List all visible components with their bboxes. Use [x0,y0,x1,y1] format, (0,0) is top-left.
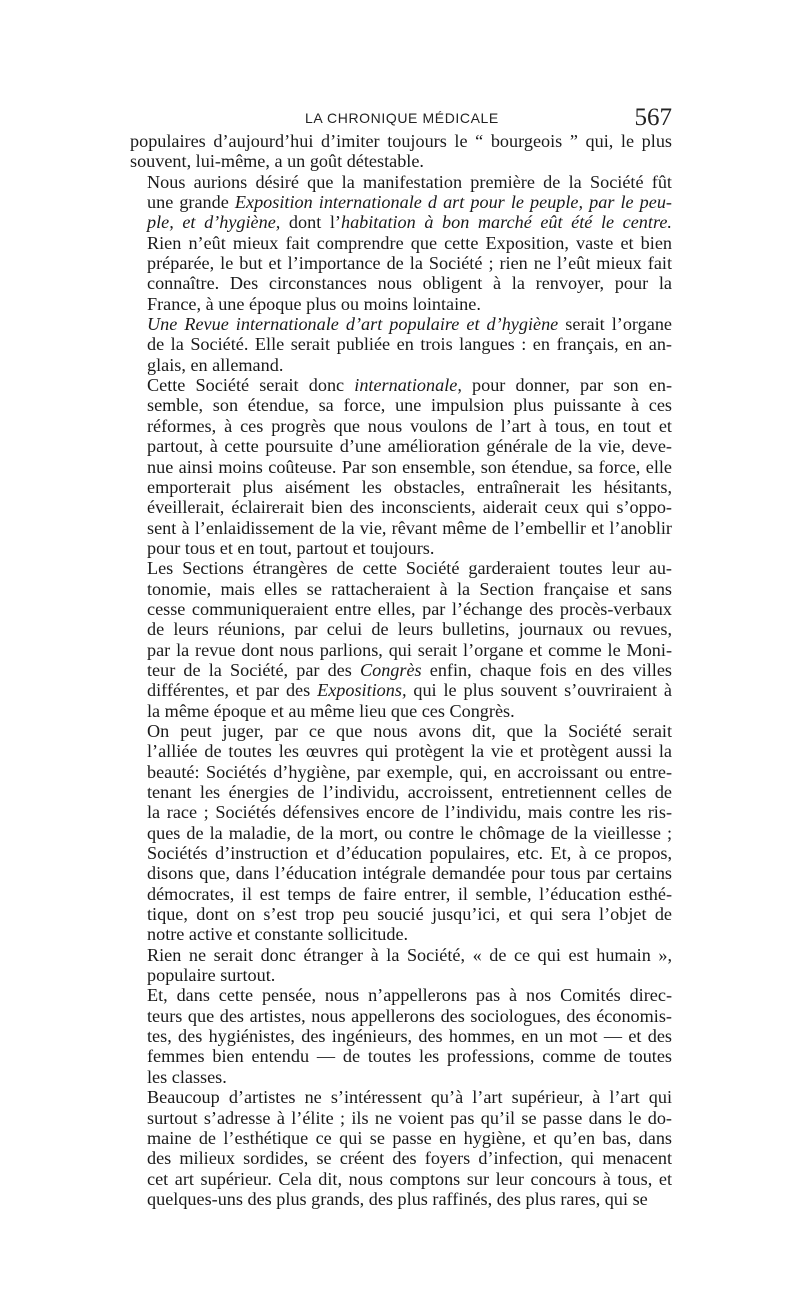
text-run: connaître. Des circonstances nous obligent à la renvoyer, pour la [147,273,672,294]
italic-text: habitation à bon marché eût été le centre. [340,212,672,233]
text-run: France, à une époque plus ou moins lointaine. [147,293,481,314]
text-run: sent à l’enlaidissement de la vie, rêvant même de l’embellir et l’anoblir [147,517,672,538]
paragraph [130,314,672,375]
text-line [130,823,672,843]
text-run: Et, dans cette pensée, nous n’appellerons pas à nos Comités direc- [147,985,672,1006]
text-line [130,579,672,599]
text-line [130,884,672,904]
paragraph [130,558,672,721]
text-line [130,457,672,477]
italic-text: Congrès [359,659,422,680]
text-run: Nous aurions désiré que la manifestation première de la Société fût [147,171,672,192]
text-run: de la Société. Elle serait publiée en trois langues : en français, en an- [147,334,672,355]
italic-text: Exposition internationale d art pour le peuple, par le peu- [234,192,672,213]
text-run: On peut juger, par ce que nous avons dit, que la Société serait [147,720,672,741]
text-line [130,802,672,822]
text-line [130,172,672,192]
text-run: tenant les énergies de l’individu, accroissent, entretiennent celles de [147,782,672,802]
paragraph [130,721,672,945]
text-line [130,843,672,863]
text-run: semble, son étendue, sa force, une impulsion plus puissante à ces [147,395,672,416]
text-run: femmes bien entendu — de toutes les professions, comme de toutes [147,1046,672,1067]
text-line [130,477,672,497]
text-run: partout, à cette poursuite d’une amélioration générale de la vie, deve- [147,436,672,457]
text-line [130,1046,672,1066]
text-line [130,212,672,232]
text-run: différentes, et par des [147,680,318,701]
text-line [130,660,672,680]
text-run: teurs que des artistes, nous appellerons des sociologues, des économis- [147,1005,672,1026]
text-line [130,924,672,944]
text-run: teur de la Société, par des [147,659,360,680]
text-line [130,1148,672,1168]
text-run: Rien n’eût mieux fait comprendre que cette Exposition, vaste et bien [147,232,672,253]
text-line [130,741,672,761]
text-run: glais, en allemand. [147,354,284,375]
text-run: préparée, le but et l’importance de la Société ; rien ne l’eût mieux fait [147,253,672,274]
text-run: disons que, dans l’éducation intégrale demandée pour tous par certains [147,863,672,884]
text-line [130,131,672,151]
text-run: Rien ne serait donc étranger à la Société, « de ce qui est humain », [147,944,672,965]
text-line [130,1026,672,1046]
text-line [130,1189,672,1209]
text-run: des milieux sordides, se créent des foyers d’infection, qui menacent [147,1148,672,1169]
text-line [130,497,672,517]
text-run: tes, des hygiénistes, des ingénieurs, des hommes, en un mot — et des [147,1026,672,1047]
text-run: maine de l’esthétique ce qui se passe en hygiène, et qu’en bas, dans [147,1127,672,1148]
text-run: de leurs réunions, par celui de leurs bulletins, journaux ou revues, [147,619,672,640]
text-line [130,1087,672,1107]
text-line [130,436,672,456]
italic-text: Expositions, [317,680,407,701]
text-line [130,1006,672,1026]
text-run: beauté: Sociétés d’hygiène, par exemple, qui, en accroissant ou entre- [147,761,672,782]
page-header [130,104,672,132]
text-line [130,294,672,314]
italic-text: internationale, [354,375,462,396]
text-line [130,701,672,721]
text-line [130,518,672,538]
text-line [130,416,672,436]
text-run: réformes, à ces progrès que nous voulons de l’art à tous, en tout et [147,415,672,436]
text-line [130,945,672,965]
text-line [130,314,672,334]
text-line [130,619,672,639]
text-run: l’alliée de toutes les œuvres qui protègent la vie et protègent aussi la [147,741,672,762]
text-run: tique, dont on s’est trop peu soucié jusqu’ici, et qui sera l’objet de [147,904,672,925]
text-line [130,721,672,741]
text-line [130,334,672,354]
article-body [130,131,672,1209]
text-run: qui le plus souvent s’ouvriraient à [406,680,673,701]
text-run: cet art supérieur. Cela dit, nous comptons sur leur concours à tous, et [147,1168,672,1189]
italic-text: Une Revue internationale d’art populaire et d’hygiène [147,314,559,335]
text-run: populaire surtout. [147,965,276,986]
text-line [130,151,672,171]
text-line [130,985,672,1005]
text-run: démocrates, il est temps de faire entrer, il semble, l’éducation esthé- [147,883,672,904]
text-line [130,680,672,700]
text-run: quelques-uns des plus grands, des plus raffinés, des plus rares, qui se [147,1188,648,1209]
text-line [130,599,672,619]
paragraph [130,172,672,314]
text-run: populaires d’aujourd’hui d’imiter toujours le “ bourgeois ” qui, le plus [130,131,672,151]
text-run: Les Sections étrangères de cette Société garderaient toutes leur au- [147,558,672,579]
text-run: emporterait plus aisément les obstacles, entraînerait les hésitants, [147,476,672,497]
text-run: tonomie, mais elles se rattacheraient à la Section française et sans [147,578,672,599]
text-line [130,192,672,212]
text-line [130,233,672,253]
paragraph [130,1087,672,1209]
italic-text: ple, et d’hygiène, [147,212,281,233]
text-run: dont l’ [280,212,341,233]
text-run: surtout s’adresse à l’élite ; ils ne voient pas qu’il se passe dans le do- [147,1107,672,1128]
text-line [130,1067,672,1087]
text-line [130,558,672,578]
text-line [130,640,672,660]
text-run: par la revue dont nous parlions, qui serait l’organe et comme le Moni- [147,639,672,660]
text-run: cesse communiqueraient entre elles, par l’échange des procès-verbaux [147,598,672,619]
text-run: Cette Société serait donc [147,375,355,396]
text-line [130,904,672,924]
text-line [130,965,672,985]
text-line [130,863,672,883]
text-run: pour donner, par son en- [461,375,673,396]
text-line [130,355,672,375]
text-line [130,375,672,395]
text-run: une grande [147,192,235,213]
text-line [130,1108,672,1128]
text-run: souvent, lui-même, a un goût détestable. [130,151,424,172]
paragraph [130,945,672,986]
text-line [130,1128,672,1148]
text-run: Beaucoup d’artistes ne s’intéressent qu’à l’art supérieur, à l’art qui [147,1087,672,1108]
text-run: enfin, chaque fois en des villes [421,659,672,680]
text-run: serait l’organe [558,314,672,335]
text-line [130,273,672,293]
text-run: la race ; Sociétés défensives encore de l’individu, mais contre les ris- [147,802,672,823]
text-line [130,395,672,415]
text-line [130,538,672,558]
text-line [130,1169,672,1189]
text-run: ques de la maladie, de la mort, ou contre le chômage de la vieillesse ; [147,822,672,843]
text-run: les classes. [147,1066,227,1087]
text-run: la même époque et au même lieu que ces Congrès. [147,700,515,721]
text-run: éveillerait, éclairerait bien des inconscients, aiderait ceux qui s’oppo- [147,497,672,518]
text-line [130,782,672,802]
text-line [130,253,672,273]
running-head: LA CHRONIQUE MÉDICALE [305,110,499,126]
text-run: nue ainsi moins coûteuse. Par son ensemble, son étendue, sa force, elle [147,456,672,477]
paragraph [130,375,672,558]
paragraph [130,131,672,172]
text-line [130,762,672,782]
text-run: pour tous et en tout, partout et toujours. [147,537,435,558]
text-run: Sociétés d’instruction et d’éducation populaires, etc. Et, à ce propos, [147,843,672,864]
paragraph [130,985,672,1087]
page-number: 567 [634,104,672,131]
text-run: notre active et constante sollicitude. [147,924,409,945]
